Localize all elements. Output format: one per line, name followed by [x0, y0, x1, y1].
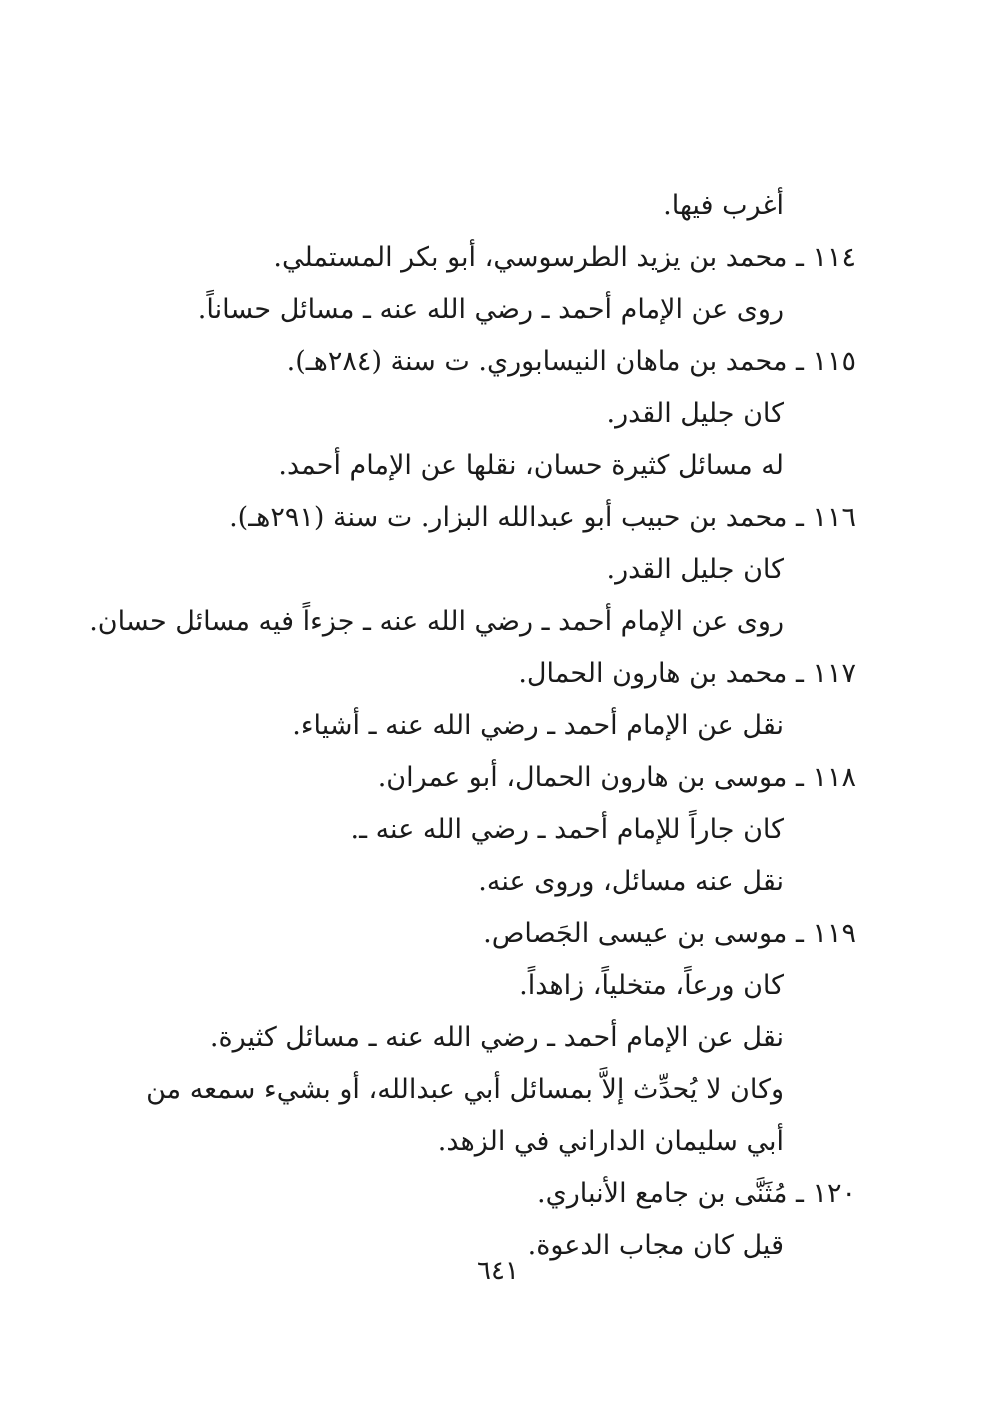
entry-heading-117: ١١٧ ـ محمد بن هارون الحمال.	[518, 658, 856, 689]
text-line: أغرب فيها.	[663, 190, 784, 221]
entry-heading-118: ١١٨ ـ موسى بن هارون الحمال، أبو عمران.	[377, 762, 856, 793]
text-line: كان جليل القدر.	[606, 398, 784, 429]
entry-heading-116: ١١٦ ـ محمد بن حبيب أبو عبدالله البزار. ت سنة (٢٩١هـ).	[229, 502, 856, 533]
text-line: وكان لا يُحدِّث إلاَّ بمسائل أبي عبدالله، أو بشيء سمعه من	[146, 1074, 784, 1105]
entry-heading-120: ١٢٠ ـ مُثَنَّى بن جامع الأنباري.	[537, 1178, 856, 1209]
text-line: له مسائل كثيرة حسان، نقلها عن الإمام أحمد.	[278, 450, 784, 481]
entry-heading-115: ١١٥ ـ محمد بن ماهان النيسابوري. ت سنة (٢٨٤هـ).	[286, 346, 856, 377]
text-line: نقل عن الإمام أحمد ـ رضي الله عنه ـ مسائل كثيرة.	[209, 1022, 784, 1053]
entry-heading-114: ١١٤ ـ محمد بن يزيد الطرسوسي، أبو بكر المستملي.	[273, 242, 856, 273]
text-line: كان ورعاً، متخلياً، زاهداً.	[519, 970, 784, 1001]
text-line: كان جليل القدر.	[606, 554, 784, 585]
text-line: قيل كان مجاب الدعوة.	[527, 1230, 784, 1261]
entry-heading-119: ١١٩ ـ موسى بن عيسى الجَصاص.	[483, 918, 856, 949]
page-number: ٦٤١	[477, 1256, 519, 1286]
text-line: أبي سليمان الداراني في الزهد.	[437, 1126, 784, 1157]
text-line: روى عن الإمام أحمد ـ رضي الله عنه ـ مسائل حساناً.	[197, 294, 784, 325]
text-line: نقل عن الإمام أحمد ـ رضي الله عنه ـ أشياء.	[292, 710, 784, 741]
text-line: كان جاراً للإمام أحمد ـ رضي الله عنه ـ.	[350, 814, 784, 845]
text-line: نقل عنه مسائل، وروى عنه.	[478, 866, 784, 897]
text-line: روى عن الإمام أحمد ـ رضي الله عنه ـ جزءاً فيه مسائل حسان.	[89, 606, 784, 637]
